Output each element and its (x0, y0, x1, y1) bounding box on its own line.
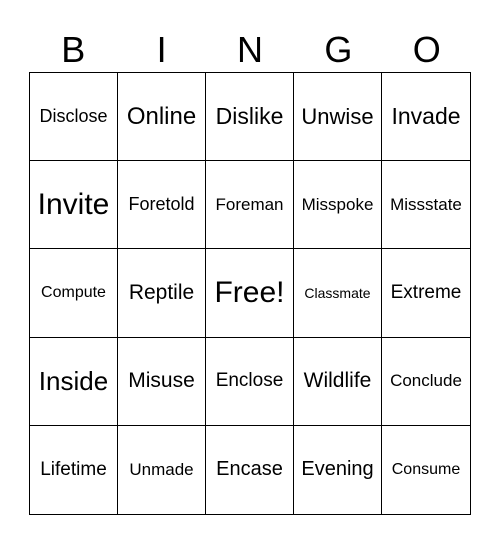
bingo-cell[interactable]: Reptile (118, 249, 206, 337)
bingo-cell[interactable]: Conclude (382, 338, 470, 426)
bingo-cell[interactable]: Classmate (294, 249, 382, 337)
bingo-cell[interactable]: Wildlife (294, 338, 382, 426)
bingo-cell[interactable]: Misuse (118, 338, 206, 426)
bingo-cell[interactable]: Unmade (118, 426, 206, 514)
bingo-cell[interactable]: Invade (382, 73, 470, 161)
bingo-cell[interactable]: Inside (30, 338, 118, 426)
bingo-cell[interactable]: Disclose (30, 73, 118, 161)
free-space-cell[interactable]: Free! (206, 249, 294, 337)
bingo-cell[interactable]: Enclose (206, 338, 294, 426)
bingo-cell[interactable]: Misspoke (294, 161, 382, 249)
header-letter-n: N (236, 29, 263, 70)
bingo-cell[interactable]: Extreme (382, 249, 470, 337)
bingo-cell[interactable]: Foretold (118, 161, 206, 249)
bingo-card-grid (29, 72, 471, 515)
bingo-cell[interactable]: Invite (30, 161, 118, 249)
bingo-cell[interactable]: Encase (206, 426, 294, 514)
bingo-cell[interactable]: Lifetime (30, 426, 118, 514)
bingo-cell[interactable]: Compute (30, 249, 118, 337)
bingo-cell[interactable]: Consume (391, 460, 461, 478)
header-letter-i: I (156, 29, 167, 70)
header-letter-g: G (324, 29, 353, 70)
bingo-cell[interactable]: Missstate (382, 161, 470, 249)
bingo-cell[interactable]: Unwise (294, 73, 382, 161)
header-letter-b: B (61, 29, 86, 70)
bingo-cell[interactable]: Online (118, 73, 206, 161)
bingo-cell[interactable]: Foreman (206, 161, 294, 249)
header-letter-o: O (412, 29, 441, 70)
bingo-header (29, 28, 471, 72)
bingo-cell[interactable]: Dislike (206, 73, 294, 161)
bingo-cell[interactable]: Evening (294, 426, 382, 514)
